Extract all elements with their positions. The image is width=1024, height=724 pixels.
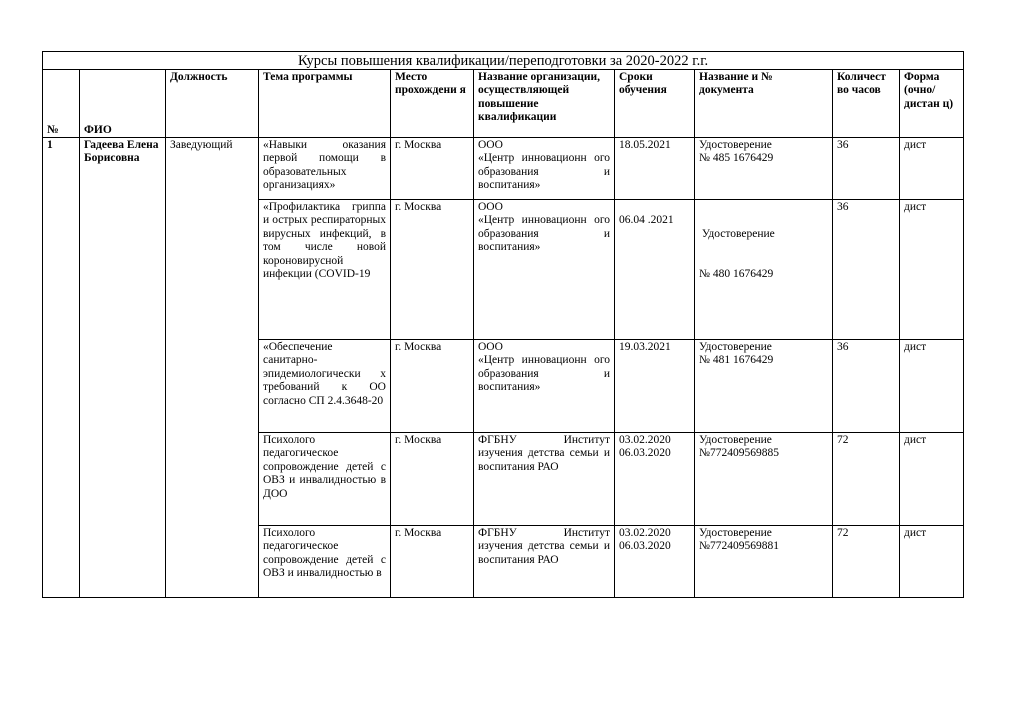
doc-number: № 480 1676429 [699,268,774,281]
header-position: Должность [166,70,259,138]
doc-number: №772409569881 [699,540,779,553]
course-document [695,200,833,340]
course-dates [615,340,695,433]
doc-number: № 485 1676429 [699,152,774,165]
course-hours: 72 [833,526,900,598]
course-topic: «Навыки оказания первой помощи в образовательных организациях» [259,138,391,200]
header-document: Название и № документа [695,70,833,138]
course-place: г. Москва [391,138,474,200]
date-start: 03.02.2020 [619,434,671,446]
course-org [474,138,615,200]
doc-type: Удостоверение [699,527,772,539]
course-topic: Психолого педагогическое сопровождение детей с ОВЗ и инвалидностью в [259,526,391,598]
course-dates [615,200,695,340]
course-document [695,526,833,598]
course-place: г. Москва [391,526,474,598]
header-hours: Количест во часов [833,70,900,138]
course-org [474,200,615,340]
header-topic: Тема программы [259,70,391,138]
date-start: 06.04 .2021 [619,214,674,226]
course-form: дист [900,200,964,340]
header-row [43,70,964,138]
course-dates [615,433,695,526]
course-place: г. Москва [391,200,474,340]
course-topic: «Обеспечение санитарно-эпидемиологически х требований к ОО согласно СП 2.4.3648-20 [259,340,391,433]
course-form: дист [900,340,964,433]
doc-number: № 481 1676429 [699,354,774,367]
org-line-1: ООО [478,201,503,213]
date-start: 19.03.2021 [619,341,671,353]
date-end: 06.03.2020 [619,540,671,553]
course-org [474,526,615,598]
course-document [695,138,833,200]
course-org [474,433,615,526]
course-dates [615,526,695,598]
org-line-1: ООО [478,341,503,353]
course-form: дист [900,433,964,526]
header-place: Место прохождени я [391,70,474,138]
org-line-1: ООО [478,139,503,151]
org-line-1: ФГБНУ Институт изучения детства семьи и воспитания РАО [478,527,610,566]
course-hours: 36 [833,200,900,340]
header-dates: Сроки обучения [615,70,695,138]
date-start: 18.05.2021 [619,139,671,151]
date-start: 03.02.2020 [619,527,671,539]
course-form: дист [900,138,964,200]
courses-table [42,51,964,598]
course-document [695,433,833,526]
person-num: 1 [43,138,80,598]
course-place: г. Москва [391,340,474,433]
header-form: Форма (очно/ дистан ц) [900,70,964,138]
org-line-2: «Центр инновационн ого образования и воспитания» [478,214,610,254]
doc-type: Удостоверение [699,139,772,151]
table-row [43,138,964,200]
course-dates [615,138,695,200]
header-fio: ФИО [80,70,166,138]
doc-number: №772409569885 [699,447,779,460]
course-hours: 72 [833,433,900,526]
org-line-2: «Центр инновационн ого образования и воспитания» [478,354,610,394]
doc-type: Удостоверение [699,341,772,353]
person-position: Заведующий [166,138,259,598]
course-org [474,340,615,433]
header-org: Название организации, осуществляющей повышение квалификации [474,70,615,138]
person-fio: Гадеева Елена Борисовна [80,138,166,598]
header-num: № [43,70,80,138]
doc-type: Удостоверение [699,434,772,446]
org-line-2: «Центр инновационн ого образования и воспитания» [478,152,610,192]
table-title: Курсы повышения квалификации/переподготовки за 2020-2022 г.г. [43,52,964,70]
date-end: 06.03.2020 [619,447,671,460]
org-line-1: ФГБНУ Институт изучения детства семьи и воспитания РАО [478,434,610,473]
course-topic: Психолого педагогическое сопровождение детей с ОВЗ и инвалидностью в ДОО [259,433,391,526]
doc-type: Удостоверение [699,227,775,240]
course-form: дист [900,526,964,598]
course-place: г. Москва [391,433,474,526]
course-topic: «Профилактика гриппа и острых респираторных вирусных инфекций, в том числе новой короновирусной инфекции (COVID-19 [259,200,391,340]
course-hours: 36 [833,138,900,200]
course-document [695,340,833,433]
course-hours: 36 [833,340,900,433]
